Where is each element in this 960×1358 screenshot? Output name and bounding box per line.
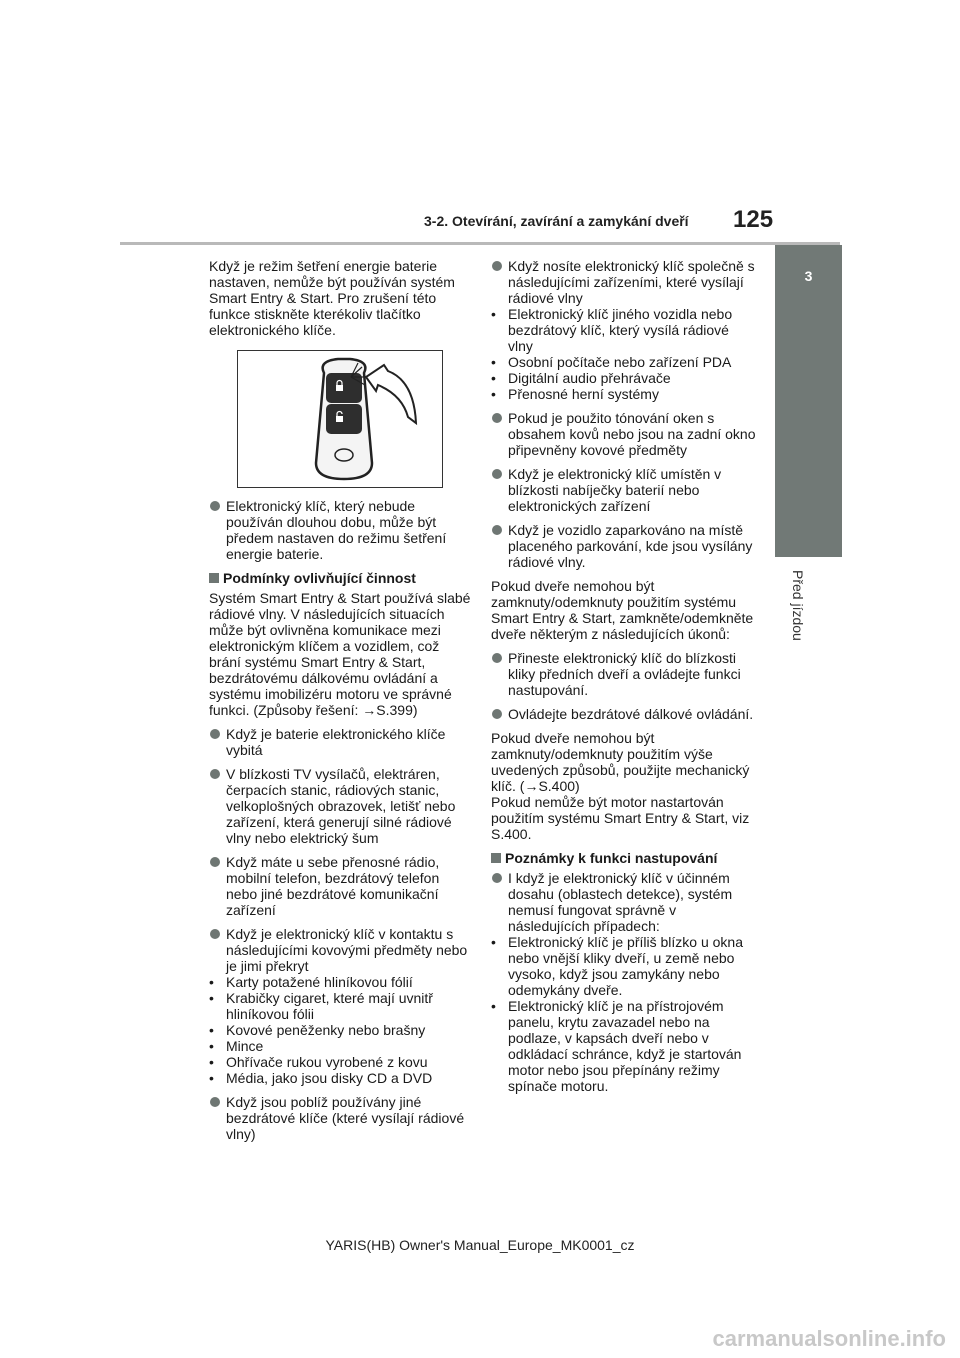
- bullet-parking: Když je vozidlo zaparkováno na místě placeného parkování, kde jsou vysílány rádiové vlny.: [491, 522, 757, 570]
- conditions-paragraph: Systém Smart Entry & Start používá slabé rádiové vlny. V následujících situacích může být ovlivněna komunikace mezi elektronickým klíčem a vozidlem, což brání systému Smart Entry & Start, bezdrátovému dálkovému ovládání a systému imobilizéru motoru ve správné funkci. (Způsoby řešení: →S.399): [209, 590, 471, 718]
- bullet-remote: Ovládejte bezdrátové dálkové ovládání.: [491, 706, 757, 722]
- bullet-bring-key: Přineste elektronický klíč do blízkosti kliky předních dveří a ovládejte funkci nastupování.: [491, 650, 757, 698]
- list-item: • Přenosné herní systémy: [491, 386, 757, 402]
- heading-conditions: Podmínky ovlivňující činnost: [209, 570, 471, 586]
- list-item: • Krabičky cigaret, které mají uvnitř hliníkovou fólii: [209, 990, 471, 1022]
- list-item: • Karty potažené hliníkovou fólií: [209, 974, 471, 990]
- list-item: • Digitální audio přehrávače: [491, 370, 757, 386]
- bullet-battery: Když je baterie elektronického klíče vybitá: [209, 726, 471, 758]
- page-number: 125: [733, 206, 774, 233]
- header-rule: [120, 242, 840, 245]
- list-item: • Kovové peněženky nebo brašny: [209, 1022, 471, 1038]
- device-items-list: [491, 306, 757, 402]
- bullet-range: I když je elektronický klíč v účinném dosahu (oblastech detekce), systém nemusí fungovat správně v následujících případech:: [491, 870, 757, 934]
- engine-start-paragraph: Pokud nemůže být motor nastartován použitím systému Smart Entry & Start, viz S.400.: [491, 794, 750, 842]
- bullet-tint: Pokud je použito tónování oken s obsahem kovů nebo jsou na zadní okno připevněny kovové předměty: [491, 410, 757, 458]
- right-column: [491, 258, 757, 1094]
- left-column: [209, 258, 471, 1150]
- mechanical-key-paragraph: Pokud dveře nemohou být zamknuty/odemknuty použitím výše uvedených způsobů, použijte mechanický klíč. (→S.400): [491, 730, 750, 794]
- chapter-number: 3: [804, 268, 813, 284]
- watermark: carmanualsonline.info: [712, 1326, 946, 1351]
- chapter-label-wrap: [790, 570, 806, 660]
- list-item: • Mince: [209, 1038, 471, 1054]
- bullet-devices: Když nosíte elektronický klíč společně s následujícími zařízeními, které vysílají rádiové vlny: [491, 258, 757, 306]
- metal-items-list: [209, 974, 471, 1086]
- intro-paragraph: Když je režim šetření energie baterie nastaven, nemůže být používán systém Smart Entry & Start. Pro zrušení této funkce stiskněte kterékoliv tlačítko elektronického klíče.: [209, 258, 455, 338]
- list-item: • Média, jako jsou disky CD a DVD: [209, 1070, 471, 1086]
- footer-text: YARIS(HB) Owner's Manual_Europe_MK0001_cz: [325, 1237, 635, 1253]
- bullet-charger: Když je elektronický klíč umístěn v blízkosti nabíječky baterií nebo elektronických zařízení: [491, 466, 757, 514]
- chapter-tab: [775, 245, 842, 557]
- bullet-portable: Když máte u sebe přenosné rádio, mobilní telefon, bezdrátový telefon nebo jiné bezdrátové komunikační zařízení: [209, 854, 471, 918]
- bullet-unused-key: Elektronický klíč, který nebude používán dlouhou dobu, může být předem nastaven do režimu šetření energie baterie.: [209, 498, 471, 562]
- list-item: • Elektronický klíč jiného vozidla nebo bezdrátový klíč, který vysílá rádiové vlny: [491, 306, 757, 354]
- key-fob-icon: [238, 351, 442, 487]
- bullet-other-keys: Když jsou poblíž používány jiné bezdrátové klíče (které vysílají rádiové vlny): [209, 1094, 471, 1142]
- section-title: 3-2. Otevírání, zavírání a zamykání dveří: [424, 213, 689, 229]
- list-item: • Ohřívače rukou vyrobené z kovu: [209, 1054, 471, 1070]
- list-item: • Elektronický klíč je příliš blízko u okna nebo vnější kliky dveří, u země nebo vysoko, když jsou zamykány nebo odemykány dveře.: [491, 934, 757, 998]
- lock-paragraph: Pokud dveře nemohou být zamknuty/odemknuty použitím systému Smart Entry & Start, zamkněte/odemkněte dveře některým z následujících úkonů:: [491, 578, 754, 642]
- bullet-tv: V blízkosti TV vysílačů, elektráren, čerpacích stanic, rádiových stanic, velkoplošných obrazovek, letišť nebo zařízení, která generují silné rádiové vlny nebo elektrický šum: [209, 766, 471, 846]
- range-items-list: [491, 934, 757, 1094]
- bullet-metal: Když je elektronický klíč v kontaktu s následujícími kovovými předměty nebo je jimi překryt: [209, 926, 471, 974]
- heading-notes: Poznámky k funkci nastupování: [491, 850, 757, 866]
- list-item: • Elektronický klíč je na přístrojovém panelu, krytu zavazadel nebo na podlaze, v kapsách dveří nebo v odkládací schránce, když je startován motor nebo jsou přepínány režimy spínače motoru.: [491, 998, 757, 1094]
- list-item: • Osobní počítače nebo zařízení PDA: [491, 354, 757, 370]
- key-fob-illustration: [237, 350, 443, 488]
- chapter-label: Před jízdou: [790, 570, 806, 641]
